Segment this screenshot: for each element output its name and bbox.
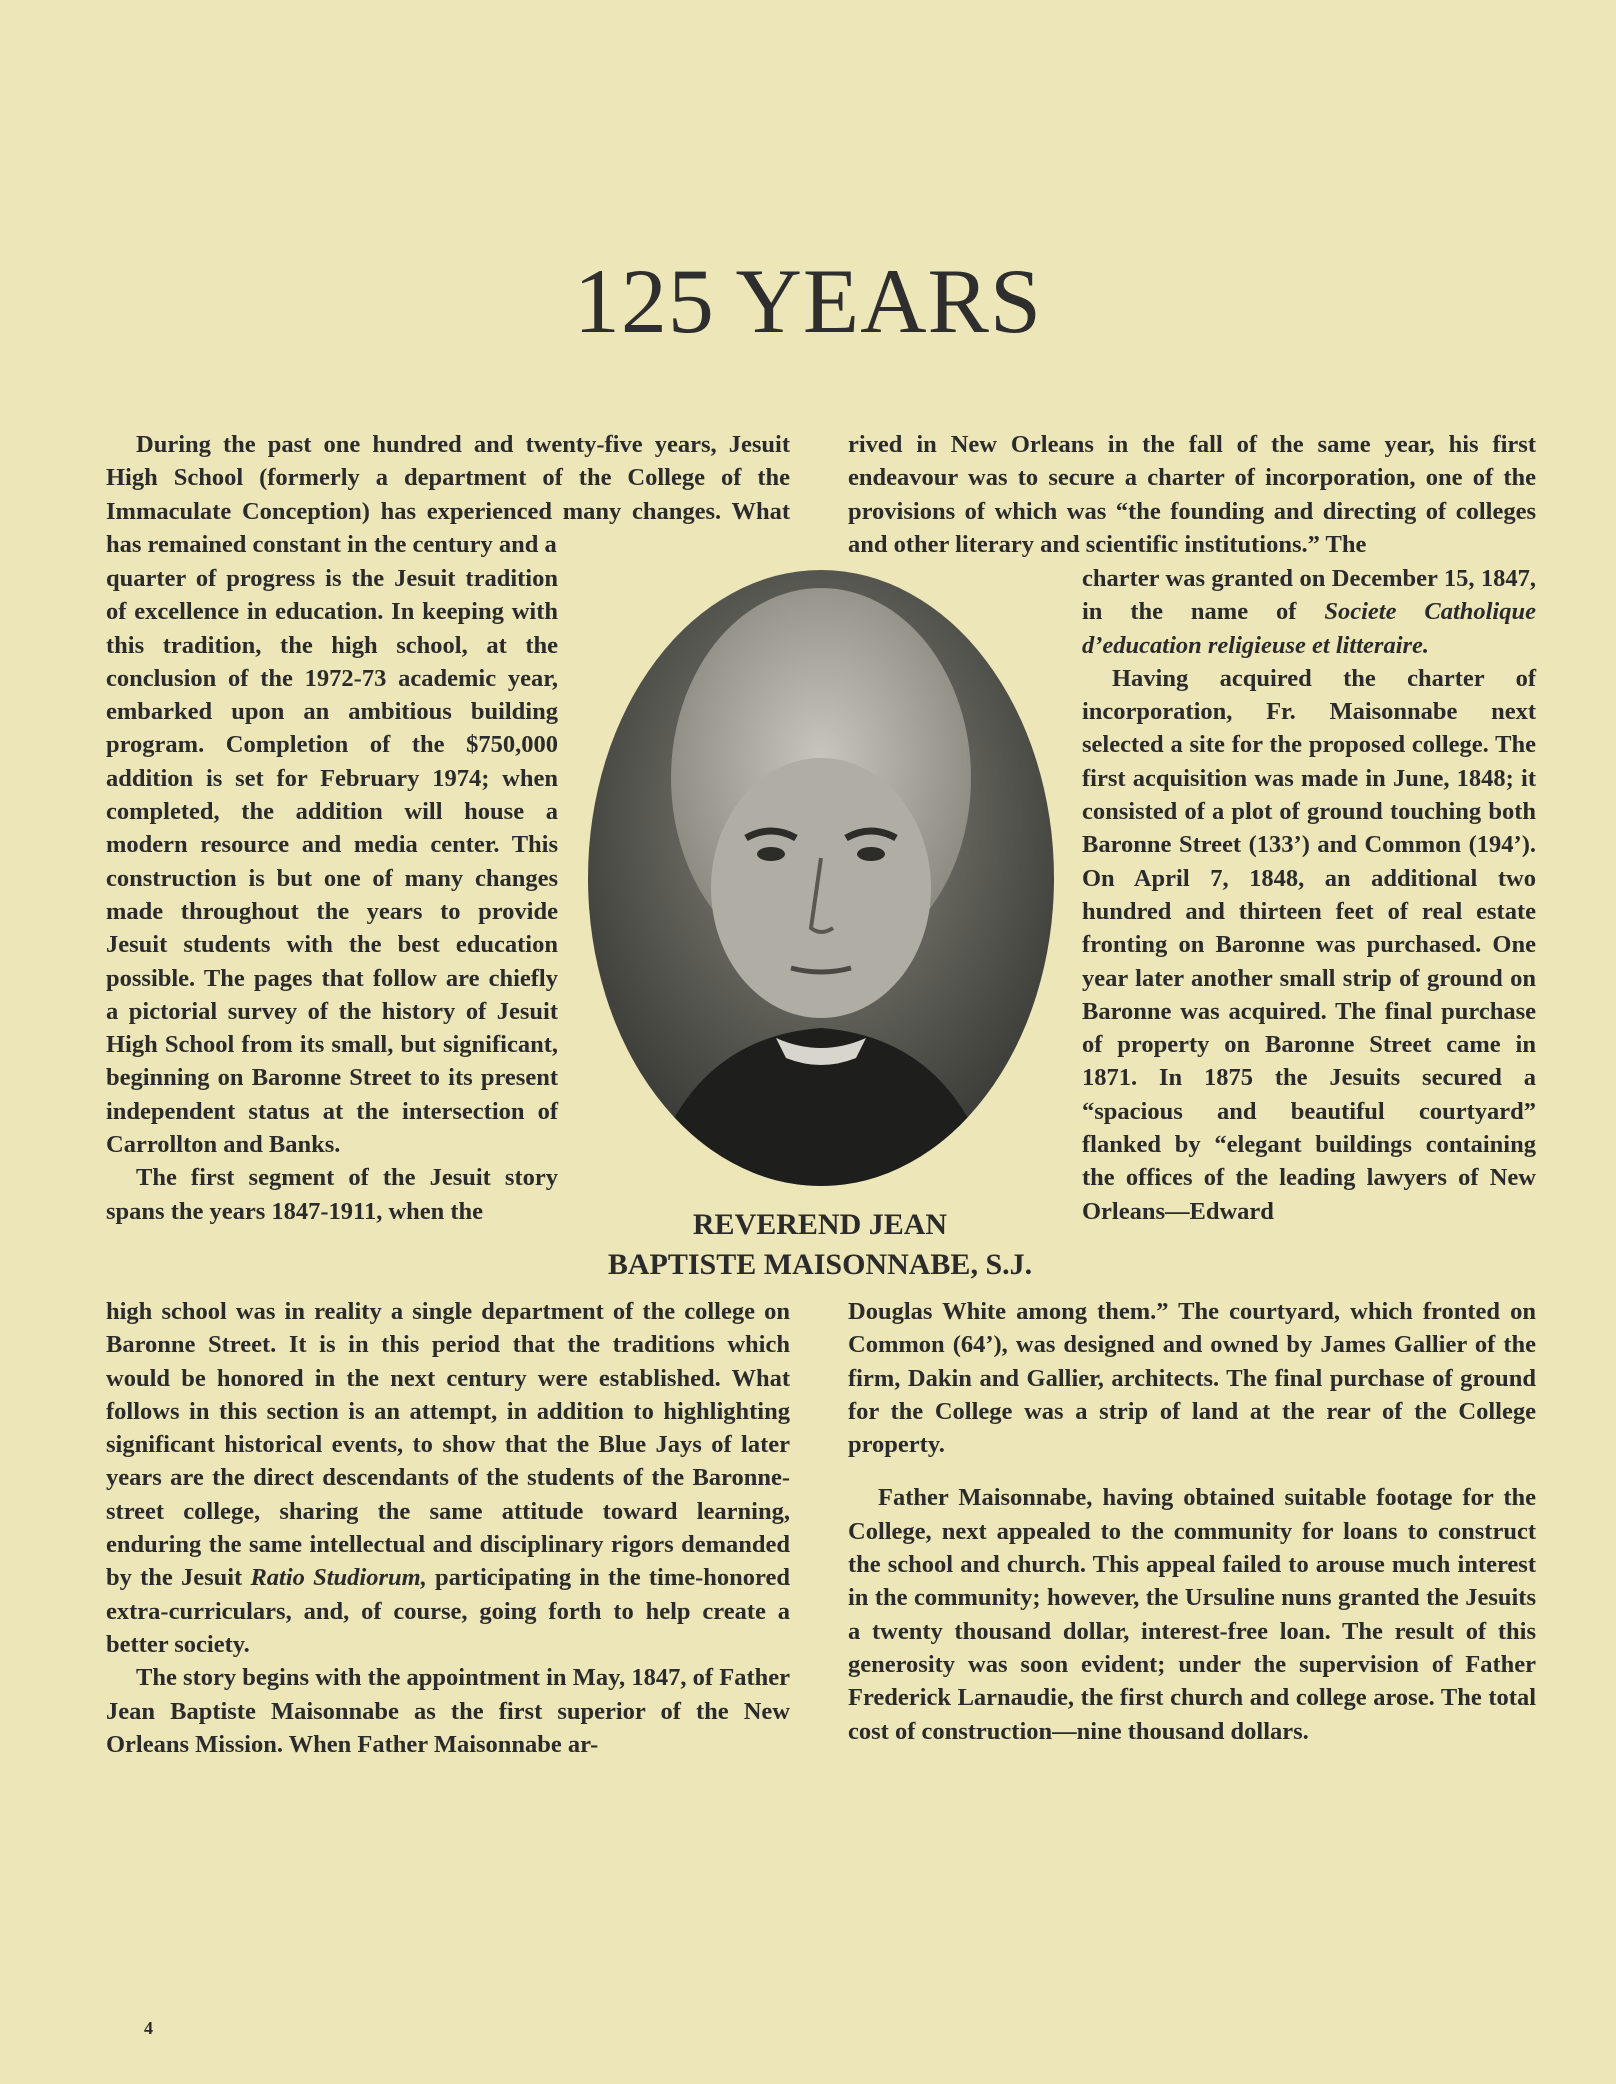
left-column-top [106, 428, 790, 561]
paragraph: Having acquired the charter of incorporation, Fr. Maisonnabe next selected a site for the proposed college. The first acquisition was made in June, 1848; it consisted of a plot of ground touching both Baronne Street (133’) and Common (194’). On April 7, 1848, an additional two hundred and thirteen feet of real estate fronting on Baronne was purchased. One year later another small strip of ground on Baronne was acquired. The final purchase of property on Baronne Street came in 1871. In 1875 the Jesuits secured a “spacious and beautiful courtyard” flanked by “elegant buildings containing the offices of the leading lawyers of New Orleans—Edward [1082, 664, 1536, 1225]
paragraph: quarter of progress is the Jesuit tradition of excellence in education. In keeping with this tradition, the high school, at the conclusion of the 1972-73 academic year, embarked upon an ambitious building program. Completion of the $750,000 addition is set for February 1974; when completed, the addition will house a modern resource and media center. This construction is but one of many changes made throughout the years to provide Jesuit students with the best education possible. The pages that follow are chiefly a pictorial survey of the history of Jesuit High School from its small, but significant, beginning on Baronne Street to its present independent status at the intersection of Carrollton and Banks. [106, 565, 558, 1159]
caption-line: REVEREND JEAN [692, 1208, 948, 1241]
left-column-middle [106, 562, 558, 1228]
caption-line: BAPTISTE MAISONNABE, S.J. [607, 1248, 1033, 1281]
paragraph: The story begins with the appointment in May, 1847, of Father Jean Baptiste Maisonnabe as the first superior of the New Orleans Mission. When Father Maisonnabe ar- [106, 1664, 790, 1758]
italic-name: Societe Catholique d’education religieuse et litteraire. [1082, 598, 1536, 659]
photo-caption [560, 1205, 1080, 1285]
italic-title: Ratio Studiorum, [250, 1564, 427, 1592]
page-title: 125 YEARS [573, 250, 1043, 352]
portrait-photo [586, 568, 1056, 1188]
paragraph [1082, 562, 1536, 662]
paragraph: Douglas White among them.” The courtyard, which fronted on Common (64’), was designed and owned by James Gallier of the firm, Dakin and Gallier, architects. The final purchase of ground for the College was a strip of land at the rear of the College property. [848, 1298, 1536, 1459]
text-run: high school was in reality a single department of the college on Baronne Street. It is in this period that the traditions which would be honored in the next century were established. What follows in this section is an attempt, in addition to highlighting significant historical events, to show that the Blue Jays of later years are the direct descendants of the students of the Baronne-street college, sharing the same attitude toward learning, enduring the same intellectual and disciplinary rigors demanded by the Jesuit [106, 1298, 790, 1592]
left-column-bottom [106, 1295, 790, 1761]
paragraph: During the past one hundred and twenty-five years, Jesuit High School (formerly a department of the College of the Immaculate Conception) has experienced many changes. What has remained constant in the century and a [106, 431, 790, 558]
text-run: charter was granted on December 15, 1847, in the name of [1082, 565, 1536, 626]
right-column-top [848, 428, 1536, 561]
right-column-bottom [848, 1295, 1536, 1748]
paragraph [106, 1295, 790, 1661]
right-column-middle [1082, 562, 1536, 1228]
paragraph: rived in New Orleans in the fall of the same year, his first endeavour was to secure a charter of incorporation, one of the provisions of which was “the founding and directing of colleges and other literary and scientific institutions.” The [848, 431, 1536, 558]
text-run: participating in the time-honored extra-curriculars, and, of course, going forth to help create a better society. [106, 1564, 790, 1658]
paragraph: The first segment of the Jesuit story spans the years 1847-1911, when the [106, 1164, 558, 1225]
page-number: 4 [144, 2018, 153, 2038]
paragraph: Father Maisonnabe, having obtained suitable footage for the College, next appealed to the community for loans to construct the school and church. This appeal failed to arouse much interest in the community; however, the Ursuline nuns granted the Jesuits a twenty thousand dollar, interest-free loan. The result of this generosity was soon evident; under the supervision of Father Frederick Larnaudie, the first church and college arose. The total cost of construction—nine thousand dollars. [848, 1484, 1536, 1745]
